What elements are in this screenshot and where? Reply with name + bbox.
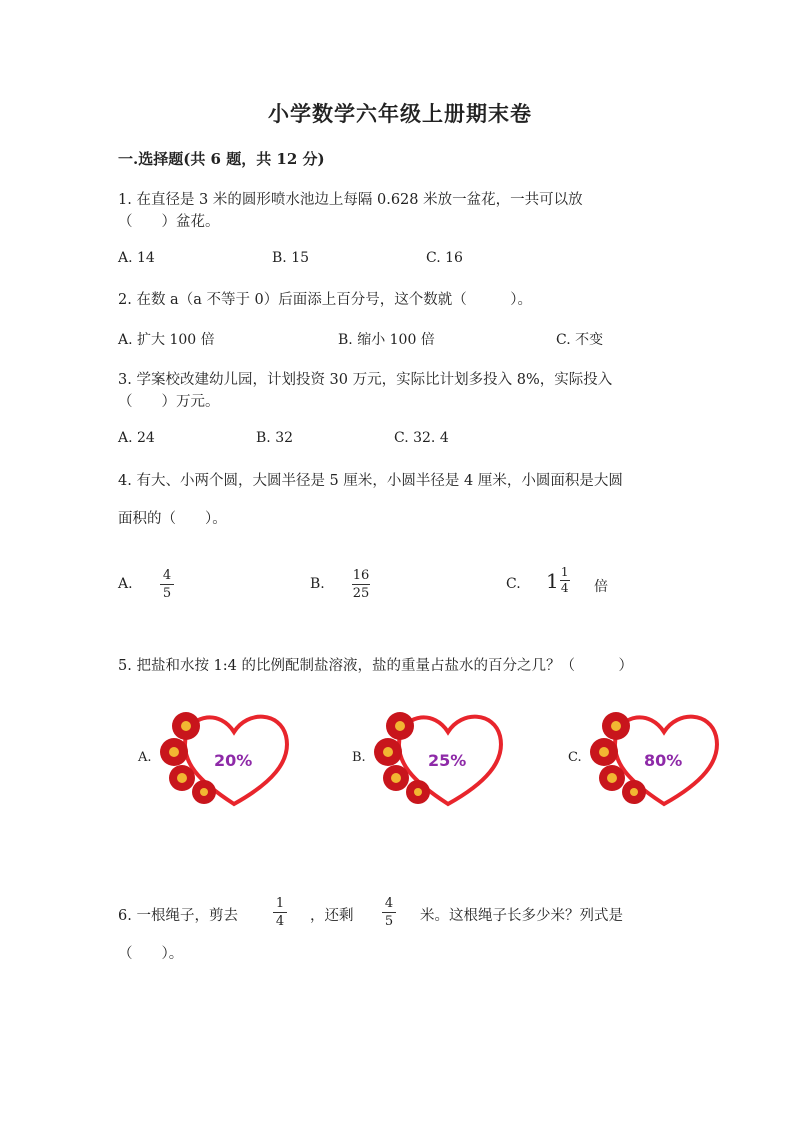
q5-option-b bbox=[352, 706, 552, 816]
fraction-denominator: 5 bbox=[162, 586, 172, 601]
q5-option-b-label: B. bbox=[352, 750, 366, 765]
q3-option-b: B. 32 bbox=[256, 430, 294, 446]
page-title: 小学数学六年级上册期末卷 bbox=[268, 101, 532, 126]
q1-option-a: A. 14 bbox=[118, 250, 155, 266]
q1-option-c: C. 16 bbox=[426, 250, 463, 266]
heart-flower-icon bbox=[370, 706, 520, 810]
question-6-suffix: 米。这根绳子长多少米？列式是 bbox=[420, 908, 623, 924]
fraction-denominator: 4 bbox=[275, 914, 285, 929]
fraction-numerator: 16 bbox=[352, 568, 370, 583]
q4-option-a-fraction bbox=[160, 568, 174, 601]
fraction-denominator: 4 bbox=[560, 581, 569, 595]
question-6-middle: ，还剩 bbox=[310, 908, 354, 924]
mixed-fraction bbox=[560, 566, 570, 595]
fraction-denominator: 5 bbox=[384, 914, 394, 929]
q5-option-c-value: 80% bbox=[644, 751, 683, 770]
heart-flower-icon bbox=[156, 706, 306, 810]
q3-option-c: C. 32. 4 bbox=[394, 430, 449, 446]
question-3-line2: （ ）万元。 bbox=[118, 394, 220, 410]
fraction-numerator: 1 bbox=[560, 565, 569, 579]
fraction-denominator: 25 bbox=[352, 586, 370, 601]
q4-option-c-mixed-number bbox=[546, 566, 570, 595]
question-1-line1: 1. 在直径是 3 米的圆形喷水池边上每隔 0.628 米放一盆花，一共可以放 bbox=[118, 192, 583, 208]
q4-option-b-fraction bbox=[352, 568, 370, 601]
fraction-bar bbox=[382, 912, 396, 913]
q6-fraction-cut bbox=[273, 896, 287, 929]
question-2-line1: 2. 在数 a（a 不等于 0）后面添上百分号，这个数就（ ）。 bbox=[118, 292, 533, 308]
fraction-bar bbox=[273, 912, 287, 913]
question-4-line1: 4. 有大、小两个圆，大圆半径是 5 厘米，小圆半径是 4 厘米，小圆面积是大圆 bbox=[118, 473, 623, 489]
q6-fraction-remaining bbox=[382, 896, 396, 929]
question-6-line2: （ ）。 bbox=[118, 946, 184, 962]
question-3-line1: 3. 学案校改建幼儿园，计划投资 30 万元，实际比计划多投入 8%，实际投入 bbox=[118, 372, 613, 388]
q2-option-b: B. 缩小 100 倍 bbox=[338, 332, 435, 348]
fraction-numerator: 4 bbox=[384, 896, 394, 911]
q2-option-c: C. 不变 bbox=[556, 332, 604, 348]
q4-option-b-label: B. bbox=[310, 576, 325, 592]
fraction-numerator: 4 bbox=[162, 568, 172, 583]
q5-option-a bbox=[138, 706, 338, 816]
heart-flower-icon bbox=[586, 706, 736, 810]
question-6-prefix: 6. 一根绳子，剪去 bbox=[118, 908, 238, 924]
question-5-line1: 5. 把盐和水按 1:4 的比例配制盐溶液，盐的重量占盐水的百分之几？（ ） bbox=[118, 658, 633, 674]
q1-option-b: B. 15 bbox=[272, 250, 310, 266]
section-heading: 一.选择题(共 6 题，共 12 分) bbox=[118, 150, 325, 168]
q3-option-a: A. 24 bbox=[118, 430, 155, 446]
question-1-line2: （ ）盆花。 bbox=[118, 214, 220, 230]
q2-option-a: A. 扩大 100 倍 bbox=[118, 332, 215, 348]
q5-option-b-value: 25% bbox=[428, 751, 467, 770]
question-4-line2: 面积的（ ）。 bbox=[118, 511, 227, 527]
q5-option-a-label: A. bbox=[138, 750, 152, 765]
q4-option-a-label: A. bbox=[118, 576, 133, 592]
mixed-whole: 1 bbox=[546, 568, 559, 593]
q4-option-c-label: C. bbox=[506, 576, 521, 592]
q5-option-a-value: 20% bbox=[214, 751, 253, 770]
fraction-bar bbox=[352, 584, 370, 585]
q4-option-c-suffix: 倍 bbox=[594, 579, 608, 595]
fraction-numerator: 1 bbox=[275, 896, 285, 911]
q5-option-c-label: C. bbox=[568, 750, 582, 765]
q5-option-c bbox=[568, 706, 768, 816]
fraction-bar bbox=[160, 584, 174, 585]
